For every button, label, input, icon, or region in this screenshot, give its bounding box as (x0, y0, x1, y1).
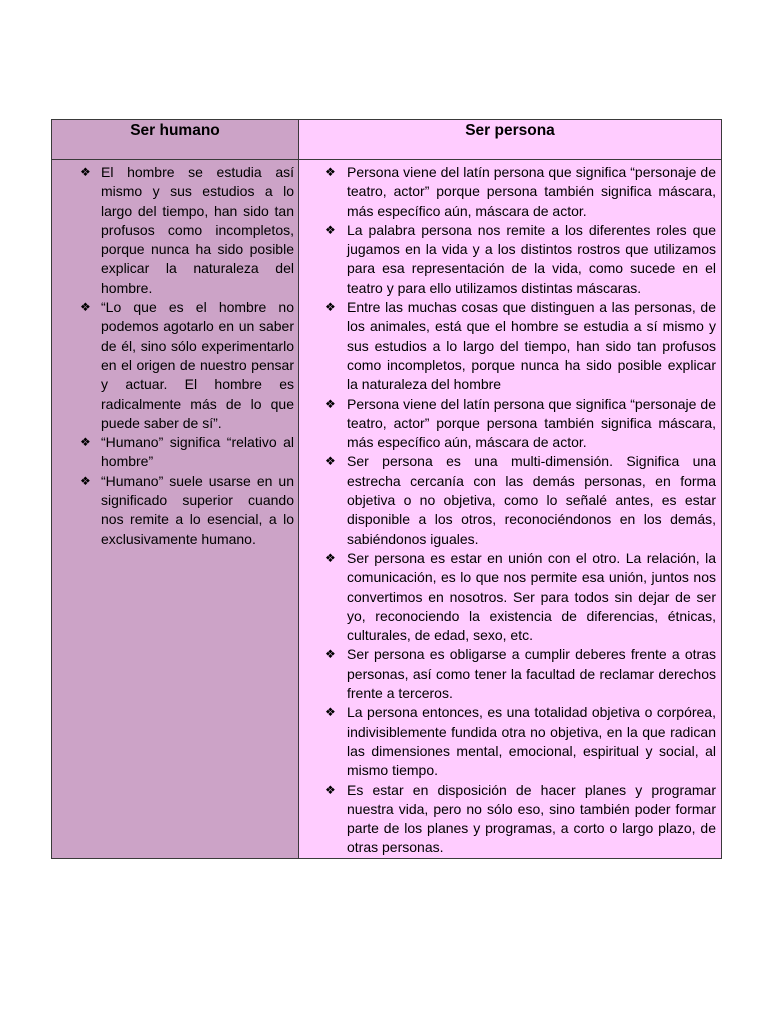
list-item-text: Persona viene del latín persona que significa “personaje de teatro, actor” porque persona también significa máscara, más específico aún, máscara de actor. (347, 164, 716, 219)
list-item (299, 703, 716, 780)
diamond-bullet-icon: ❖ (80, 473, 91, 488)
diamond-bullet-icon: ❖ (325, 705, 336, 720)
header-ser-persona: Ser persona (299, 120, 722, 160)
list-item (52, 433, 294, 472)
diamond-bullet-icon: ❖ (325, 222, 336, 237)
diamond-bullet-icon: ❖ (80, 435, 91, 450)
diamond-bullet-icon: ❖ (325, 782, 336, 797)
list-item (299, 221, 716, 298)
diamond-bullet-icon: ❖ (325, 454, 336, 469)
diamond-bullet-icon: ❖ (325, 165, 336, 179)
list-item-text: La persona entonces, es una totalidad objetiva o corpórea, indivisiblemente fundida otra no objetiva, en la que radican las dimensiones mental, emocional, espiritual y social, al mismo tiempo. (347, 704, 716, 779)
ser-humano-cell (52, 160, 299, 859)
list-item (299, 395, 716, 453)
diamond-bullet-icon: ❖ (325, 300, 336, 315)
list-item (299, 163, 716, 221)
list-item-text: “Humano” suele usarse en un significado superior cuando nos remite a lo esencial, a lo exclusivamente humano. (101, 472, 294, 547)
list-item-text: Ser persona es estar en unión con el otro. La relación, la comunicación, es lo que nos permite esa unión, juntos nos convertimos en nosotros. Ser para todos sin dejar de ser yo, reconociendo la existencia de diferencias, étnicas, culturales, de edad, sexo, etc. (347, 549, 716, 644)
list-item (299, 549, 716, 645)
diamond-bullet-icon: ❖ (325, 647, 336, 662)
diamond-bullet-icon: ❖ (80, 300, 91, 315)
ser-persona-list (299, 163, 716, 858)
ser-humano-list (52, 163, 294, 549)
list-item (299, 645, 716, 703)
diamond-bullet-icon: ❖ (325, 396, 336, 411)
header-row (52, 120, 722, 160)
list-item-text: Es estar en disposición de hacer planes y programar nuestra vida, pero no sólo eso, sino también poder formar parte de los planes y programas, a corto o largo plazo, de otras personas. (347, 781, 716, 856)
list-item-text: La palabra persona nos remite a los diferentes roles que jugamos en la vida y a los distintos rostros que utilizamos para esa representación de la vida, como sucede en el teatro y para ello utilizamos distintas máscaras. (347, 221, 716, 296)
list-item (52, 298, 294, 433)
list-item (52, 163, 294, 298)
diamond-bullet-icon: ❖ (325, 550, 336, 565)
diamond-bullet-icon: ❖ (80, 165, 91, 179)
list-item-text: Persona viene del latín persona que significa “personaje de teatro, actor” porque persona también significa máscara, más específico aún, máscara de actor. (347, 395, 716, 451)
list-item-text: “Humano” significa “relativo al hombre” (101, 434, 294, 470)
list-item (299, 452, 716, 548)
content-row (52, 160, 722, 859)
list-item-text: Entre las muchas cosas que distinguen a las personas, de los animales, está que el hombre se estudia a sí mismo y sus estudios a lo largo del tiempo, han sido tan profusos como incompletos, porque nunca ha sido posible explicar la naturaleza del hombre (347, 299, 716, 393)
list-item-text: El hombre se estudia así mismo y sus estudios a lo largo del tiempo, han sido tan profusos como incompletos, porque nunca ha sido posible explicar la naturaleza del hombre. (101, 164, 294, 296)
list-item-text: “Lo que es el hombre no podemos agotarlo en un saber de él, sino sólo experimentarlo en el origen de nuestro pensar y actuar. El hombre es radicalmente más de lo que puede saber de sí”. (101, 299, 294, 431)
list-item-text: Ser persona es obligarse a cumplir deberes frente a otras personas, así como tener la facultad de reclamar derechos frente a terceros. (347, 646, 716, 702)
comparison-table (51, 119, 722, 859)
ser-persona-cell (299, 160, 722, 859)
list-item-text: Ser persona es una multi-dimensión. Significa una estrecha cercanía con las demás personas, en forma objetiva o no objetiva, como lo señalé antes, es estar disponible a los otros, reconociéndonos en los demás, sabiéndonos iguales. (347, 453, 716, 547)
list-item (52, 472, 294, 549)
list-item (299, 781, 716, 858)
list-item (299, 298, 716, 394)
header-ser-humano: Ser humano (52, 120, 299, 160)
